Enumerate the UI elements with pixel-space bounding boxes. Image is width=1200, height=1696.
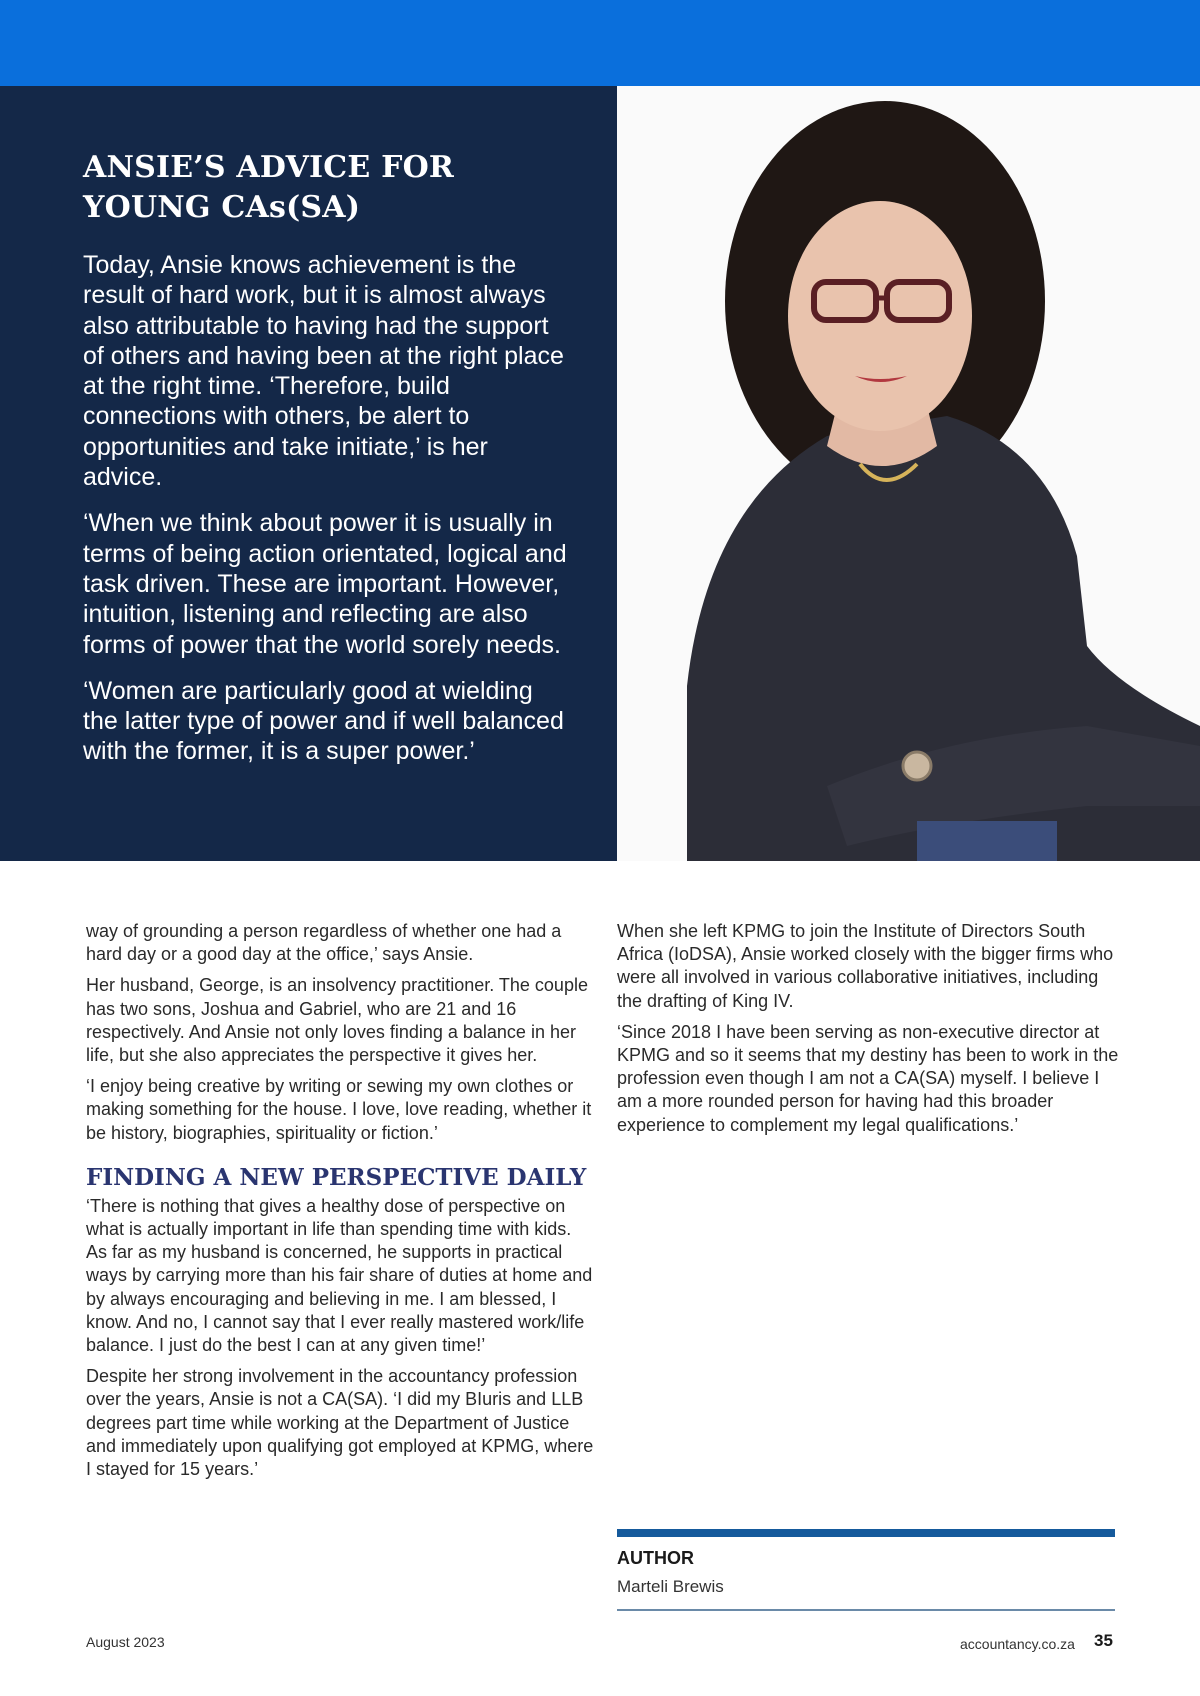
portrait-photo <box>617 86 1200 861</box>
body-paragraph: ‘Since 2018 I have been serving as non-executive director at KPMG and so it seems that my destiny has been to work in the profession even though I am not a CA(SA) myself. I believe I am a more rounded person for having had this broader experience to complement my legal qualifications.’ <box>617 1021 1119 1135</box>
sidebar-title: ANSIE’S ADVICE FOR YOUNG CAs(SA) <box>83 150 455 225</box>
right-text-column <box>617 920 1122 1145</box>
page-number: 35 <box>1094 1631 1113 1650</box>
portrait-illustration <box>617 86 1200 861</box>
author-name: Marteli Brewis <box>617 1577 724 1596</box>
top-color-band <box>0 0 1200 86</box>
body-paragraph: Her husband, George, is an insolvency practitioner. The couple has two sons, Joshua and Gabriel, who are 21 and 16 respectively. And Ansie not only loves finding a balance in her life, but she also appreciates the perspective it gives her. <box>86 975 588 1066</box>
author-bottom-rule <box>617 1609 1115 1611</box>
footer-website: accountancy.co.za <box>960 1636 1075 1652</box>
sidebar-paragraph: ‘When we think about power it is usually in terms of being action orientated, logical and task driven. These are important. However, intuition, listening and reflecting are also forms of power that the world sorely needs. <box>83 509 567 659</box>
author-top-rule <box>617 1529 1115 1537</box>
advice-sidebar <box>0 86 617 861</box>
section-heading: FINDING A NEW PERSPECTIVE DAILY <box>86 1163 587 1191</box>
left-text-column <box>86 920 596 1489</box>
body-paragraph: ‘I enjoy being creative by writing or sewing my own clothes or making something for the house. I love, love reading, whether it be history, biographies, spirituality or fiction.’ <box>86 1076 592 1143</box>
body-paragraph: When she left KPMG to join the Institute of Directors South Africa (IoDSA), Ansie worked closely with the bigger firms who were all involved in various collaborative initiatives, including the drafting of King IV. <box>617 921 1114 1011</box>
body-paragraph: Despite her strong involvement in the accountancy profession over the years, Ansie is not a CA(SA). ‘I did my BIuris and LLB degrees part time while working at the Department of Justice and immediately upon qualifying got employed at KPMG, where I stayed for 15 years.’ <box>86 1366 594 1480</box>
body-paragraph: way of grounding a person regardless of whether one had a hard day or a good day at the office,’ says Ansie. <box>86 921 562 965</box>
author-label: AUTHOR <box>617 1548 694 1568</box>
footer-date: August 2023 <box>86 1634 165 1650</box>
body-paragraph: ‘There is nothing that gives a healthy dose of perspective on what is actually important in life than spending time with kids. As far as my husband is concerned, he supports in practical ways by carrying more than his fair share of duties at home and by always encouraging and believing in me. I am blessed, I know. And no, I cannot say that I ever really mastered work/life balance. I just do the best I can at any given time!’ <box>86 1195 593 1356</box>
sidebar-paragraph: Today, Ansie knows achievement is the result of hard work, but it is almost always also attributable to having had the support of others and having been at the right place at the right time. ‘Therefore, build connections with others, be alert to opportunities and take initiate,’ is her advice. <box>83 251 564 492</box>
sidebar-paragraph: ‘Women are particularly good at wielding the latter type of power and if well balanced with the former, it is a super power.’ <box>83 676 564 766</box>
